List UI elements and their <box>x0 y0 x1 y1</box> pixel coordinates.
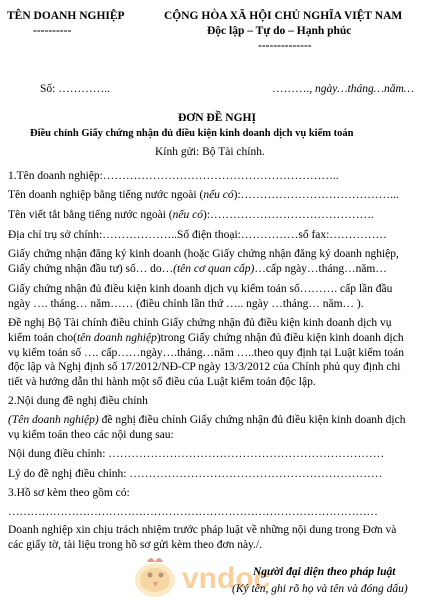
adjustment-reason-line: Lý do đề nghị điều chỉnh: ………………………………………………………… <box>8 468 383 480</box>
adjustment-content-line: Nội dung điều chỉnh: ……………………………………………………………… <box>8 448 385 460</box>
document-number: Số: ………….. <box>40 83 110 95</box>
signature-title: Người đại diện theo pháp luật <box>253 566 396 578</box>
country-name: CỘNG HÒA XÃ HỘI CHỦ NGHĨA VIỆT NAM <box>164 10 403 22</box>
company-name: TÊN DOANH NGHIỆP <box>7 10 125 22</box>
section-2-line-1: (Tên doanh nghiệp) đề nghị điều chỉnh Giấy chứng nhận đủ điều kiện kinh doanh dịch <box>8 414 406 426</box>
registration-line-2: Giấy chứng nhận đầu tư) số… do…(tên cơ quan cấp)…cấp ngày…tháng…năm… <box>8 263 387 275</box>
company-dashes: ---------- <box>33 25 72 37</box>
request-line-3: vụ kiểm toán số …. cấp……ngày….tháng…năm …..theo quy định tại Luật kiểm toán <box>8 347 405 359</box>
section-2-heading: 2.Nội dung đề nghị điều chỉnh <box>8 395 148 407</box>
registration-line-1: Giấy chứng nhận đăng ký kinh doanh (hoặc Giấy chứng nhận đăng ký doanh nghiệp, <box>8 248 399 260</box>
recipient: Kính gửi: Bộ Tài chính. <box>155 146 265 158</box>
section-3-heading: 3.Hồ sơ kèm theo gồm có: <box>8 487 130 499</box>
closing-line-1: Doanh nghiệp xin chịu trách nhiệm trước pháp luật về những nội dung trong Đơn và <box>8 524 397 536</box>
closing-line-2: các giấy tờ, tài liệu trong hồ sơ gửi kèm theo đơn này./. <box>8 539 262 551</box>
abbreviation-line: Tên viết tắt bằng tiếng nước ngoài (nếu có):……………………………………. <box>8 209 374 221</box>
signature-note: (Ký tên, ghi rõ họ và tên và đóng dấu) <box>232 583 408 595</box>
enterprise-name-line: 1.Tên doanh nghiệp:…………………………………………………….. <box>8 170 339 182</box>
foreign-name-line: Tên doanh nghiệp bằng tiếng nước ngoài (nếu có):…………………………………... <box>8 189 399 201</box>
request-line-2: kiểm toán cho(tên doanh nghiệp)trong Giấy chứng nhận đủ điều kiện kinh doanh dịch <box>8 332 404 344</box>
document-subtitle: Điều chỉnh Giấy chứng nhận đủ điều kiện kinh doanh dịch vụ kiểm toán <box>30 128 354 139</box>
motto-dashes: -------------- <box>258 40 312 52</box>
certificate-line-2: ngày …. tháng… năm…… (điều chỉnh lần thứ ….. ngày …tháng… năm… ). <box>8 298 364 310</box>
certificate-line-1: Giấy chứng nhận đủ điều kiện kinh doanh dịch vụ kiểm toán số………. cấp lần đầu <box>8 283 393 295</box>
section-2-line-2: vụ kiểm toán theo các nội dung sau: <box>8 429 174 441</box>
request-line-4: độc lập và Nghị định số 17/2012/NĐ-CP ngày 13/3/2012 của Chính phủ quy định chi <box>8 361 401 373</box>
document-title: ĐƠN ĐỀ NGHỊ <box>178 112 256 124</box>
request-line-1: Đề nghị Bộ Tài chính điều chỉnh Giấy chứng nhận đủ điều kiện kinh doanh dịch vụ <box>8 317 392 329</box>
address-line: Địa chỉ trụ sở chính:………………..Số điện thoại:……………số fax:…………… <box>8 229 387 241</box>
document-date: ngày…tháng…năm… <box>315 83 415 95</box>
svg-text:vndoc: vndoc <box>182 562 271 595</box>
place-prefix: ………., <box>272 83 313 95</box>
national-motto: Độc lập – Tự do – Hạnh phúc <box>207 25 352 37</box>
request-line-5: tiết và hướng dẫn thi hành một số điều của Luật kiểm toán độc lập. <box>8 376 316 388</box>
chicken-mascot-icon <box>135 558 175 597</box>
attachments-dotted-line: ……………………………………………………………………………………… <box>8 506 378 518</box>
